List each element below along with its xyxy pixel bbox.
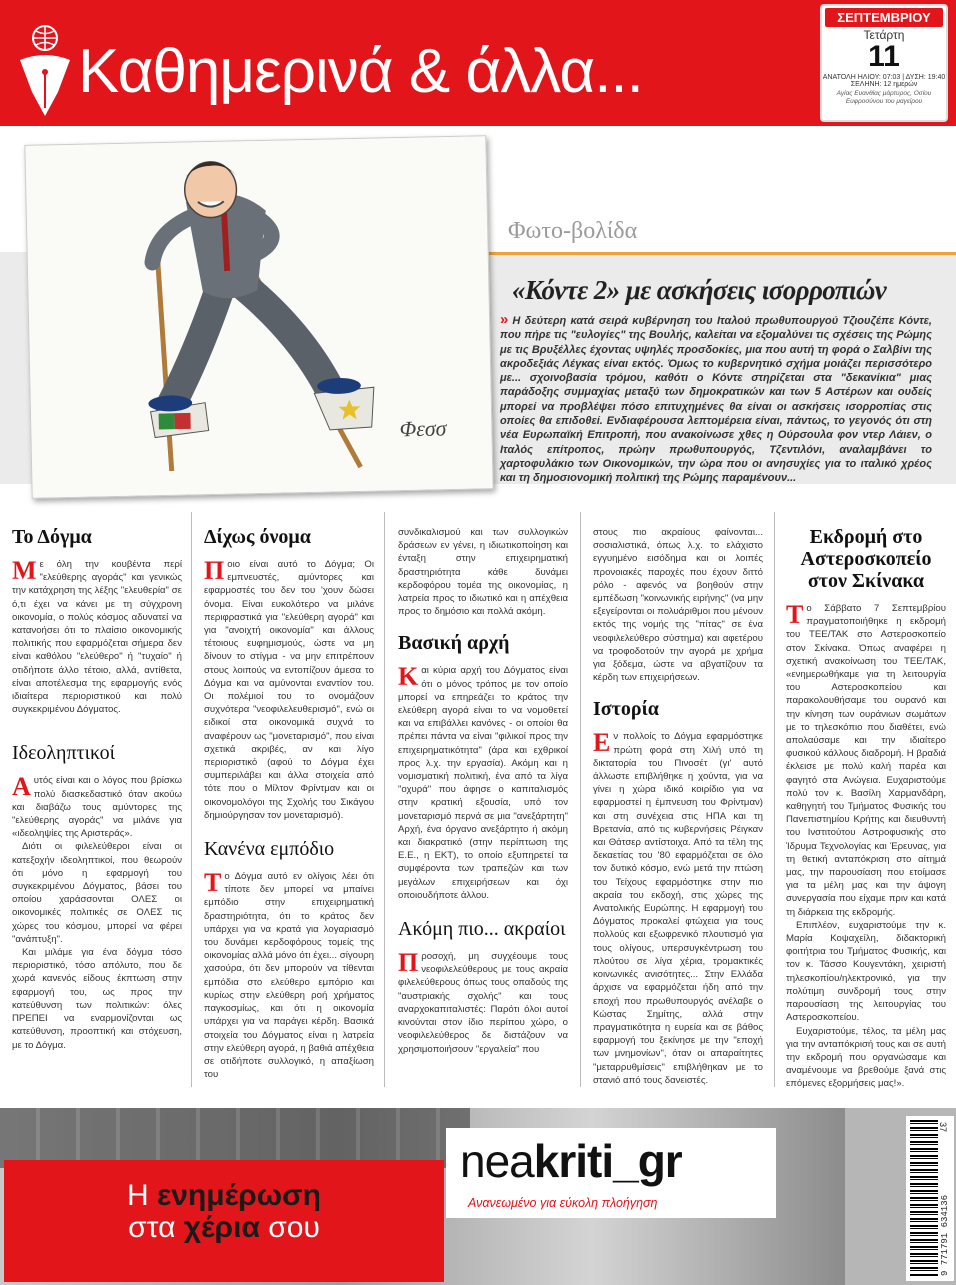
article-columns <box>0 512 956 1092</box>
barcode <box>906 1116 954 1281</box>
page-number: 37 <box>938 1122 948 1133</box>
keyboard-photo <box>0 1108 470 1168</box>
paragraph: Προσοχή, μη συγχέουμε τους νεοφιλελεύθερους με τους ακραία φιλελεύθερους όπως τους οπαδούς της "αυστριακής σχολής" και τους αναρχοκαπιταλιστές: Παρότι όλοι αυτοί κινούνται στον ίδιο περίπου χώρο, ο νεοφιλελεύθερος δε διστάζουν να χρησιμοποιήσουν "εργαλεία" που <box>398 948 568 1055</box>
heading-trip: Εκδρομή στο Αστεροσκοπείο στον Σκίνακα <box>800 526 932 592</box>
ad-tagline: Η ενημέρωση στα χέρια σου <box>127 1179 321 1244</box>
date-month: ΣΕΠΤΕΜΒΡΙΟΥ <box>825 8 943 27</box>
ad-brand-logo: neakriti_gr <box>460 1135 682 1187</box>
cartoon-illustration <box>24 135 493 499</box>
dropcap: Π <box>204 556 225 585</box>
barcode-digits: 9 771791 634136 <box>940 1194 950 1276</box>
dropcap: Κ <box>398 662 419 692</box>
paragraph: Με όλη την κουβέντα περί "ελεύθερης αγοράς" και γενικώς την κατάχρηση της λέξης "ελευθερία" σε ό,τι έχει να κάνει με τη σύγχρονη οικονομία, ο πολύς κόσμος αδυνατεί να κατανοήσει ότι το πλαίσιο οικονομικής πολιτικής που εφαρμόζεται σήμερα δεν είναι καθόλου "ελεύθερο" ή "τυχαίο" ή οτιδήποτε άλλο τέτοιο, αλλά, αντίθετα, είναι αποτέλεσμα της εφαρμογής ενός ιδιαίτερα περιοριστικού και πολύ συγκεκριμένου Δόγματος. <box>12 556 182 716</box>
column-3 <box>398 512 568 1092</box>
masthead <box>0 0 956 126</box>
masthead-title: Καθημερινά & άλλα... <box>78 37 643 106</box>
paragraph: στους πιο ακραίους φαίνονται... σοσιαλιστικά, όπως λ.χ. το ελάχιστο εγγυημένο εισόδημα και οι λοιπές προνοιακές παροχές που έχουν διττό ρόλο - αφενός να βοηθούν στην εμπέδωση "κοινωνικής ειρήνης" (να μην εξεγείρονται οι πολυάριθμοι που μένουν εκτός της νομής της "πίτας" σε ένα νεοφιλελεύθερο σύστημα) και αφετέρου να τροφοδοτούν την αγορά με χρήμα για ξόδεμα, ώστε να αβγατίζουν τα κέρδη των επιχειρήσεων. <box>593 527 763 684</box>
date-day: 11 <box>868 40 900 73</box>
paragraph: Επιπλέον, ευχαριστούμε την κ. Μαρία Κοψαχείλη, διδακτορική φοιτήτρια του Τμήματος Φυσικής, και τον κ. Τάσσο Κουγεντάκη, χειριστή τηλεσκοπίου/ηλεκτρονικό, για την πολύτιμη συνδρομή τους στην παρουσίαση της λειτουργίας του Αστεροσκοπείου. <box>786 919 946 1024</box>
moon-age: ΣΕΛΗΝΗ: 12 ημερών <box>850 81 918 88</box>
paragraph: Διότι οι φιλελεύθεροι είναι οι κατεξοχήν ιδεοληπτικοί, που θεωρούν ότι μόνο η εφαρμογή του συγκεκριμένου Δόγματος, βάσει του οποίου χαράσσονται ΟΛΕΣ οι οικονομικές πολιτικές σε ΟΛΕΣ τις χώρες του κόσμου, μπορεί να φέρει "ανάπτυξη". <box>12 841 182 945</box>
ad-slogan: Ανανεωμένο για εύκολη πλοήγηση <box>468 1196 658 1210</box>
sun-times: ΑΝΑΤΟΛΗ ΗΛΙΟΥ: 07:03 | ΔΥΣΗ: 19:40 <box>822 74 946 81</box>
column-1 <box>12 512 182 1092</box>
dropcap: Ε <box>593 728 611 758</box>
heading-obstacle: Κανένα εμπόδιο <box>204 838 335 861</box>
feature-title: «Κόντε 2» με ασκήσεις ισορροπιών <box>512 275 887 305</box>
heading-history: Ιστορία <box>593 698 659 721</box>
date-weekday: Τετάρτη <box>863 28 905 42</box>
saints-of-day: Αγίας Ευανθίας μάρτυρος, Οσίου Ευφροσύνου του μαγείρου <box>836 90 932 105</box>
column-4 <box>593 512 763 1092</box>
advertisement[interactable] <box>0 1108 956 1285</box>
column-divider <box>191 512 192 1087</box>
pen-globe-icon <box>14 20 76 120</box>
column-2 <box>204 512 374 1092</box>
paragraph: Ευχαριστούμε, τέλος, τα μέλη μας για την ανταπόκρισή τους και σε αυτή την εκδρομή που οργανώσαμε και αναμένουμε να βρεθούμε ξανά στις επόμενες εξορμήσεις μας!». <box>786 1025 946 1090</box>
paragraph: Και μιλάμε για ένα δόγμα τόσο περιοριστικό, τόσο απόλυτο, που δε χωρά κανενός είδους έκπτωση στην εφαρμογή του, ως προς την κατεύθυνση των πολιτικών: όλες ΠΡΕΠΕΙ να εναρμονίζονται ως κατεύθυνση, προοπτική και στόχευση, με το Δόγμα. <box>12 947 182 1051</box>
date-box <box>820 4 948 122</box>
quote-arrow-icon: » <box>500 311 509 328</box>
dropcap: Τ <box>786 600 804 629</box>
column-divider <box>774 512 775 1087</box>
barcode-bars <box>910 1120 938 1276</box>
ad-brand-panel <box>446 1128 776 1218</box>
paragraph: Και κύρια αρχή του Δόγματος είναι ότι ο μόνος τρόπος με τον οποίο μπορεί να επηρεάζει το κράτος την ελεύθερη αγορά είναι το να νομοθετεί και να επιβάλλει κανόνες - οι οποίοι θα πρέπει πάντα να είναι "φιλικοί προς την επιχειρηματικότητα" (άρα και εχθρικοί προς λ.χ. την εργασία). Ακόμη και η νομισματική πολιτική, ένα από τα λίγα "οχυρά" που άφησε ο καπιταλισμός στην κρατική εξουσία, υπό τον μονεταρισμό περνά σε μια "ανεξάρτητη" Αρχή, ένα όργανο ανεξάρτητο ή ακόμη και διακρατικό (στην περίπτωση της Ε.Ε., η ΕΚΤ), το οποίο εξυπηρετεί τα συμφέροντα των τραπεζών και των μεγάλων επιχειρήσεων και όχι οποιουδήποτε άλλου. <box>398 662 568 901</box>
heading-core: Βασική αρχή <box>398 632 510 655</box>
heading-nameless: Δίχως όνομα <box>204 526 311 548</box>
paragraph: Το Δόγμα αυτό εν ολίγοις λέει ότι τίποτε δεν μπορεί να μπαίνει εμπόδιο στην επιχειρηματική δραστηριότητα, ότι το κράτος δεν υπάρχει για να κρατά για λογαριασμό του δυνάμει κερδοφόρους τομείς της οικονομίας αλλά μόνο ότι έχει... σίγουρη χασούρα, ότι δεν μπορούν να τίθενται εμπόδια στο ελεύθερο εμπόριο και κυρίως στην ελεύθερη ροή χρήματος παγκοσμίως, και ότι η οικονομία υπάρχει για να παράγει κέρδη. Βασικά στοιχεία του Δόγματος είναι η λατρεία στην ελεύθερη αγορά, η βαθιά απέχθεια σε οτιδήποτε συλλογικό, η απαξίωση του <box>204 868 374 1081</box>
dropcap: Τ <box>204 868 222 898</box>
paragraph: Το Σάββατο 7 Σεπτεμβρίου πραγματοποιήθηκε η εκδρομή του ΤΕΕ/ΤΑΚ στο Αστεροσκοπείο στον Σκίνακα. Όπως αναφέρει η σχετική ανακοίνωση του ΤΕΕ/ΤΑΚ, «ενημερωθήκαμε για τη λειτουργία του Αστεροσκοπείου και παρακολουθήσαμε του ουρανό και την κίνηση των ουράνιων σωμάτων με το τηλεσκόπιο που διαθέτει, ενώ απολαύσαμε και την ιδιαίτερο φυσικού κάλλους διαδρομή. Η βραδιά έκλεισε με πολύ καλή παρέα και φαγητό στα Ανώγεια. Ευχαριστούμε πολύ τον κ. Βασίλη Χαρμανδάρη, καθηγητή του Τμήματος Φυσικής του Πανεπιστημίου Κρήτης και διευθυντή του Ινστιτούτου Αστροφυσικής στο Ίδρυμα Τεχνολογίας και Έρευνας, για τη θετική ανταπόκριση στο αίτημά μας, την παρουσίαση που ετοίμασε για τα μέλη μας και την άψογη συνεργασία που είχαμε πριν και κατά τη διάρκεια της εκδρομής. <box>786 600 946 918</box>
paragraph: συνδικαλισμού και των συλλογικών δράσεων εν γένει, η ιδιωτικοποίηση και ένταξη στην επιχειρηματική δραστηριότητα κάθε δυνάμει κερδοφόρου τομέα της οικονομίας, η λατρεία προς το ιδιωτικό και η απέχθεια προς το δημόσιο και πολλά ακόμη. <box>398 527 568 618</box>
paragraph: Ποιο είναι αυτό το Δόγμα; Οι εμπνευστές, αμύντορες και εφαρμοστές του δεν του 'χουν δώσει όνομα. Είναι ευκολότερο να μιλάνε περιφραστικά για "ελεύθερη αγορά" και για "ανοιχτή οικονομία" και άλλους τέτοιους ευφημισμούς, ώστε να μη δίνουν το στίγμα - να μην επιτρέπουν στους λοιπούς να εντοπίζουν άμεσα το Δόγμα και να αμύνονται εναντίον του. Οι πολέμιοί του το ονομάζουν συχνότερα "νεοφιλελευθερισμό", ενώ οι ειδικοί στα οικονομικά συχνά το αναφέρουν ως "μονεταρισμό", που είναι σχετικά ακριβές, αν και λίγο περιοριστικό (αφού το Δόγμα έχει συμπεριλάβει και άλλα στοιχεία από τότε που ο Μίλτον Φρίντμαν και οι οικονομολόγοι της Σχολής του Σικάγου δημιούργησαν τον μονεταρισμό). <box>204 556 374 821</box>
feature-text: Η δεύτερη κατά σειρά κυβέρνηση του Ιταλού πρωθυπουργού Τζιουζέπε Κόντε, που πήρε τις "ευλογίες" της Βουλής, καλείται να εξομαλύνει τις σχέσεις της Ρώμης με τις Βρυξέλλες έχοντας υψηλές προσδοκίες, μια που αυτή τη φορά ο Σαλβίνι της ακροδεξιάς Λέγκας είναι εκτός. Όμως το κυβερνητικό σχήμα μοιάζει περισσότερο με... σχοινοβασία τρόμου, καθότι ο Κόντε στηρίζεται στα "δεκανίκια" μιας παράδοξης συμμαχίας μεταξύ των δημοκρατικών και των 5 Αστέρων και ουδείς μπορεί να προβλέψει πόσο επιτυχημένες θα είναι οι ασκήσεις ισορροπίας στις οποίες θα επιδοθεί. Ενδιαφέρουσα λεπτομέρεια είναι, πάντως, το γεγονός ότι στη νέα Ευρωπαϊκή Επιτροπή, που ανακοίνωσε χθες η Ούρσουλα φον ντερ Λάιεν, ο Ιταλός επίτροπος, πρώην πρωθυπουργός, Τζεντιλόνι, αναλαμβάνει το χαρτοφυλάκιο των Οικονομικών, την ώρα που οι ανησυχίες για το ιταλικό χρέος και τη δημοσιονομική πολιτική της Ρώμης παραμένουν... <box>500 315 932 485</box>
dropcap: Μ <box>12 556 37 585</box>
heading-extreme: Ακόμη πιο... ακραίοι <box>398 918 566 941</box>
column-divider <box>580 512 581 1087</box>
column-divider <box>384 512 385 1087</box>
heading-dogma: Το Δόγμα <box>12 526 92 548</box>
heading-ideo: Ιδεοληπτικοί <box>12 742 115 765</box>
paragraph: Εν πολλοίς το Δόγμα εφαρμόστηκε πρώτη φορά στη Χιλή υπό τη δικτατορία του Πινοσέτ (γι' αυτό άλλωστε επιβλήθηκε η χούντα, για να γίνει η χώρα ιδικό κοιρίδιο για να εφαρμοστεί η έμπνευση του Φρίντμαν) και στη συνέχεια στις ΗΠΑ και τη Βρετανία, από τις κυβερνήσεις Ρέιγκαν και Θάτσερ αντίστοιχα. Από τα τέλη της δεκαετίας του '80 εφαρμόζεται σε όλο τον δυτικό κόσμο, ενώ μετά την πτώση του Τείχους εφαρμόστηκε στην πιο ακραία του εκδοχή, στις χώρες της Ανατολικής Ευρώπης. Η εφαρμογή του Δόγματος προκαλεί φτώχεια για τους πολλούς και εξωφρενικό πλουτισμό για τους ολίγους, υπερσυγκέντρωση του πλούτου σε λίγα χέρια, τρομακτικές κοινωνικές ανισότητες... Στην Ελλάδα άρχισε να εφαρμόζεται ήδη από την εποχή που πρωθυπουργός ανέλαβε ο Κώστας Σημίτης, αλλά στην πραγματικότητα η ευρεία και σε βάθος εφαρμογή του ξεκίνησε με την "εποχή των μνημονίων", όταν οι απαραίτητες "μεταρρυθμίσεις" επιβλήθηκαν με το στανιό από τους δανειστές. <box>593 728 763 1086</box>
dropcap: Α <box>12 772 31 802</box>
feature-body <box>500 313 932 486</box>
accent-line <box>480 252 956 255</box>
column-5 <box>786 512 946 1092</box>
section-label: Φωτο-βολίδα <box>508 218 638 244</box>
ad-tagline-panel <box>4 1160 444 1282</box>
stilt-walker-cartoon <box>25 136 492 498</box>
cartoon-signature: Φεσσ <box>399 416 447 442</box>
paragraph: Αυτός είναι και ο λόγος που βρίσκω πολύ διασκεδαστικό όταν ακούω και διαβάζω τους αμύντορες της "ελεύθερης αγοράς" να μιλάνε για «ιδεοληψίες της Αριστεράς». <box>12 772 182 840</box>
dropcap: Π <box>398 948 419 978</box>
